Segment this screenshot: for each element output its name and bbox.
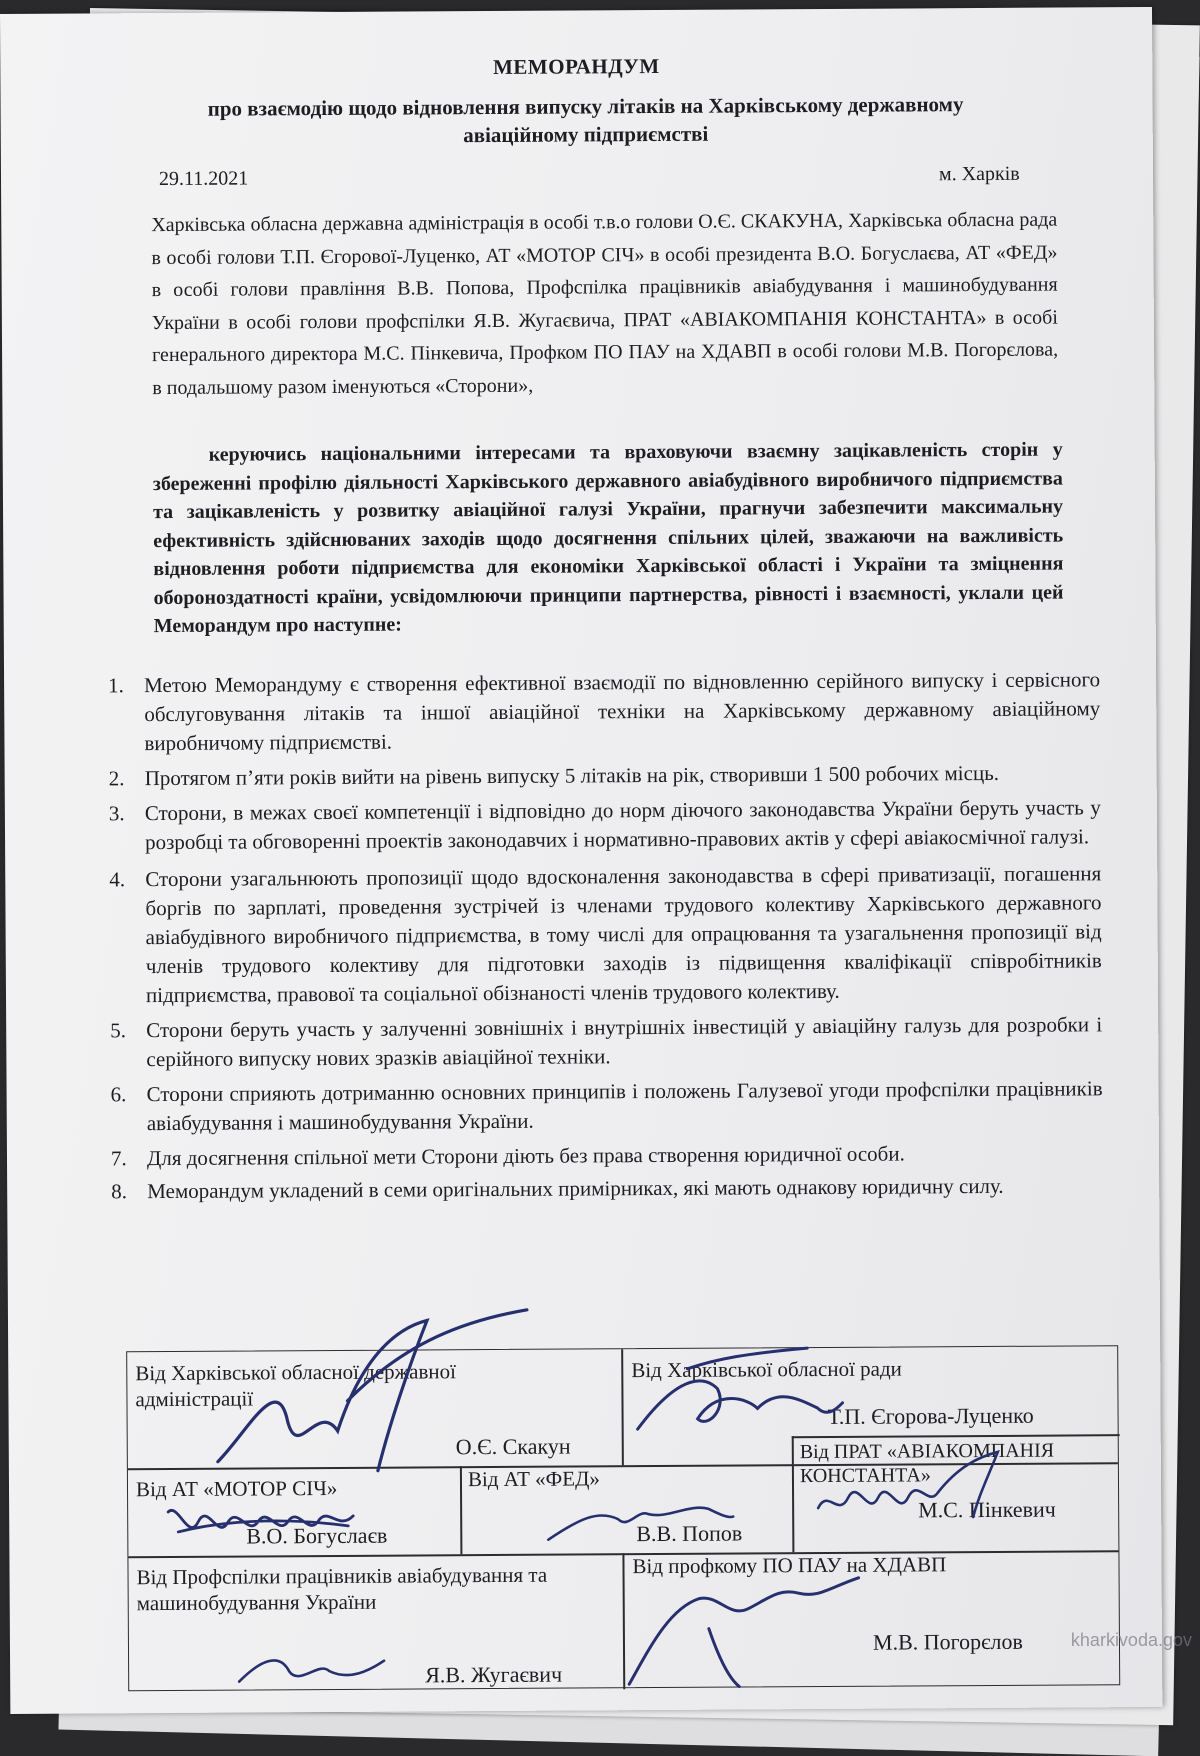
clauses-list: [100, 665, 1103, 1206]
clause-text: Сторони беруть участь у залученні зовнішніх і внутрішніх інвестицій у авіаційну галузь для розробки і серійного випуску нових зразків авіаційної техніки.: [146, 1012, 1103, 1072]
clause-item: [103, 1138, 1103, 1173]
clause-item: [103, 1074, 1103, 1138]
table-divider: [792, 1464, 794, 1552]
signatory-name: Я.В. Жугаєвич: [425, 1661, 563, 1688]
clause-item: [103, 1171, 1103, 1206]
signatory-name: В.О. Богуслаєв: [246, 1522, 388, 1549]
document-title: МЕМОРАНДУМ: [492, 53, 660, 79]
source-watermark: kharkivoda.gov: [1070, 1630, 1192, 1650]
parties-paragraph: Харківська обласна державна адміністрація в особі т.в.о голови О.Є. СКАКУНА, Харківська обласна рада в особі голови Т.П. Єгорової-Луценко, АТ «МОТОР СІЧ» в особі президента В.О. Богуслаєва, АТ «ФЕД» в особі голови правління В.В. Попова, Профспілка працівників авіабудування і машинобудування України в особі голови профспілки Я.В. Жугаєвича, ПРАТ «АВІАКОМПАНІЯ КОНСТАНТА» в особі генерального директора М.С. Пінкевича, Профком ПО ПАУ на ХДАВП в особі голови М.В. Погорєлова, в подальшому разом іменуються «Сторони»,: [151, 208, 1059, 399]
clause-text: Меморандум укладений в семи оригінальних примірниках, які мають однакову юридичну силу.: [147, 1173, 1004, 1204]
clause-text: Протягом п’яти років вийти на рівень випуску 5 літаків на рік, створивши 1 500 робочих місць.: [144, 760, 1000, 791]
clause-item: [100, 665, 1101, 758]
signatory-name: М.В. Погорєлов: [872, 1628, 1023, 1655]
signature-scrawl: [229, 1641, 389, 1692]
clause-number: 5.: [110, 1018, 127, 1043]
signatory-name: М.С. Пінкевич: [918, 1496, 1056, 1523]
signature-cell-motor-sich: [136, 1474, 446, 1502]
signatory-name: О.Є. Скакун: [455, 1433, 571, 1460]
signatory-name: В.В. Попов: [636, 1520, 743, 1547]
clause-text: Метою Меморандуму є створення ефективної взаємодії по відновленню серійного випуску і сервісного обслуговування літаків та іншої авіаційної техніки на Харківському державному авіаційному виробничому підприємстві.: [144, 667, 1101, 756]
table-divider: [792, 1436, 794, 1464]
clause-text: Сторони сприяють дотриманню основних принципів і положень Галузевої угоди профспілки працівників авіабудування і машинобудування України.: [146, 1076, 1103, 1136]
clause-item: [101, 793, 1101, 857]
signature-cell-trade-union: [136, 1561, 606, 1616]
table-divider: [460, 1466, 462, 1554]
clause-number: 4.: [109, 867, 126, 892]
signature-cell-label: Від профкому ПО ПАУ на ХДАВП: [632, 1552, 947, 1579]
signature-cell-label: Від Харківської обласної ради: [631, 1356, 902, 1383]
signature-cell-label: Від Профспілки працівників авіабудування та машинобудування України: [136, 1562, 548, 1616]
document-date: 29.11.2021: [158, 167, 249, 191]
clause-number: 1.: [108, 673, 124, 698]
signature-cell-label: Від АТ «МОТОР СІЧ»: [135, 1475, 338, 1502]
signature-cell-profkom: [632, 1550, 1112, 1579]
document-city: м. Харків: [938, 162, 1020, 186]
clause-item: [101, 758, 1101, 793]
clause-number: 8.: [111, 1179, 128, 1204]
signature-scrawl: [609, 1568, 870, 1690]
signature-cell-konstanta: [800, 1438, 1112, 1488]
clause-text: Сторони, в межах своєї компетенції і відповідно до норм діючого законодавства України беруть участь у розробці та обговоренні проектів законодавчих і нормативно-правових актів у сфері авіакосмічної галузі.: [144, 795, 1101, 855]
clause-item: [102, 1010, 1102, 1074]
clause-text: Сторони узагальнюють пропозиції щодо вдосконалення законодавства в сфері приватизації, погашення боргів по зарплаті, проведення зустрічей із членами трудового колективу Харківського державного авіабудівного виробничого підприємства, в тому числі для опрацювання та узагальнення пропозиції від членів трудового колективу для підготовки заходів із підвищення кваліфікації співробітників підприємства, правової та соціальної обізнаності членів трудового колективу.: [145, 861, 1102, 1008]
signature-table: [126, 1345, 1120, 1691]
signature-cell-oblrada: [631, 1354, 1111, 1383]
clause-item: [101, 859, 1102, 1010]
clause-number: 3.: [108, 801, 125, 826]
signature-cell-label: Від Харківської обласної державної адміністрації: [135, 1359, 457, 1412]
signature-cell-oda: [135, 1358, 575, 1413]
table-divider: [792, 1434, 1120, 1438]
signature-cell-label: Від АТ «ФЕД»: [467, 1466, 600, 1492]
clause-number: 6.: [110, 1082, 127, 1107]
table-divider: [621, 1349, 623, 1465]
preamble-paragraph: керуючись національними інтересами та враховуючи взаємну зацікавленість сторін у збереженні профілю діяльності Харківського державного авіабудівного виробничого підприємства та зацікавленість у розвитку авіаційної галузі України, прагнучи забезпечити максимальну ефективність здійснюваних заходів щодо досягнення спільних цілей, зважаючи на важливість відновлення роботи підприємства для економіки Харківської області і України та зміцнення обороноздатності країни, усвідомлюючи принципи партнерства, рівності і взаємності, уклали цей Меморандум про наступне:: [152, 438, 1064, 638]
table-divider: [622, 1553, 624, 1689]
document-subtitle: про взаємодію щодо відновлення випуску літаків на Харківському державному авіаційному підприємстві: [207, 92, 964, 148]
memorandum-page: [0, 7, 1162, 1714]
signature-cell-label: Від ПРАТ «АВІАКОМПАНІЯ КОНСТАНТА»: [799, 1439, 1055, 1488]
clause-number: 7.: [110, 1146, 127, 1171]
clause-number: 2.: [108, 766, 125, 791]
clause-text: Для досягнення спільної мети Сторони діють без права створення юридичної особи.: [146, 1141, 905, 1171]
signatory-name: Т.П. Єгорова-Луценко: [827, 1402, 1034, 1429]
signature-cell-fed: [468, 1464, 778, 1492]
